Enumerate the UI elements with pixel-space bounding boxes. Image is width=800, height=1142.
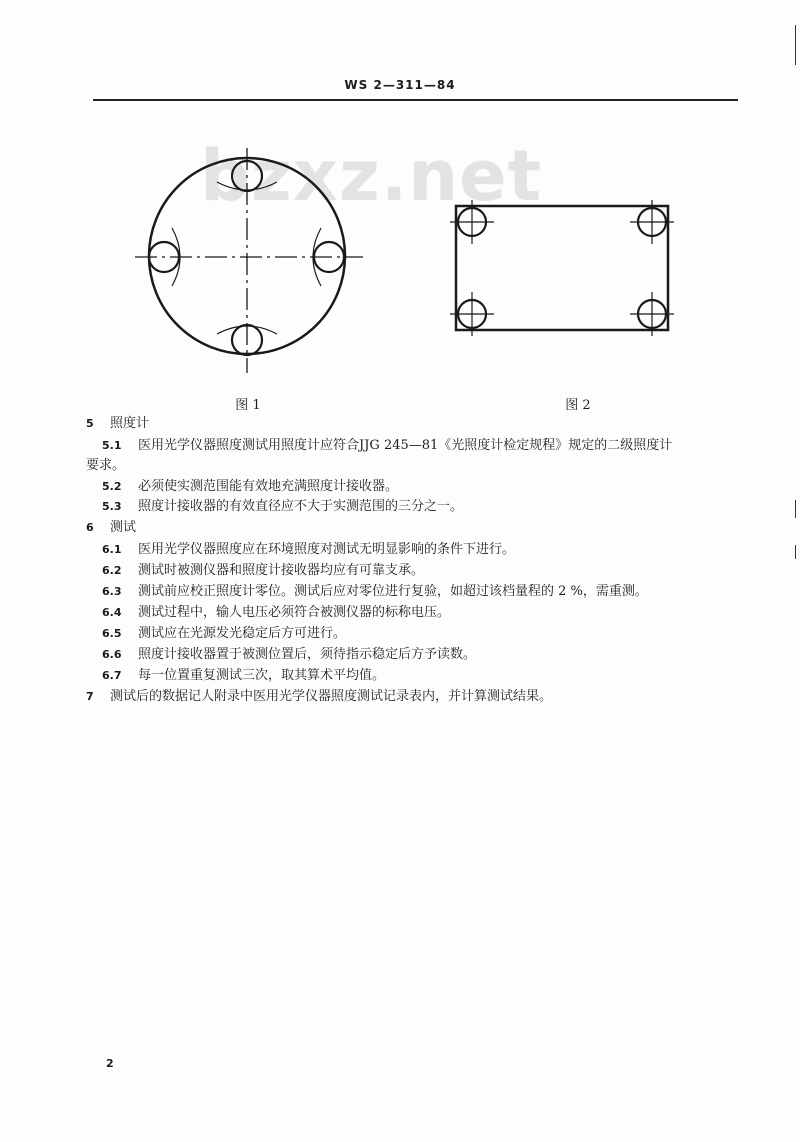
clause-number: 6.4 — [102, 606, 122, 619]
clause-text: 每一位置重复测试三次，取其算术平均值。 — [138, 668, 386, 683]
clause-number: 5.1 — [102, 439, 122, 452]
section-number: 6 — [86, 521, 94, 534]
clause-text: 医用光学仪器照度应在环境照度对测试无明显影响的条件下进行。 — [138, 542, 516, 557]
clause-text: 测试时被测仪器和照度计接收器均应有可靠支承。 — [138, 563, 425, 578]
clause-number: 5.3 — [102, 500, 122, 513]
clause-6-7 — [102, 667, 385, 685]
section-number: 7 — [86, 690, 94, 703]
clause-text: 测试过程中，输人电压必须符合被测仪器的标称电压。 — [138, 605, 451, 620]
header-rule — [93, 99, 738, 101]
clause-number: 6.5 — [102, 627, 122, 640]
figure-1-circle-diagram — [135, 148, 365, 378]
section-title: 测试 — [110, 520, 137, 535]
scan-edge-mark — [795, 545, 796, 559]
clause-text: 测试前应校正照度计零位。测试后应对零位进行复验，如超过该档量程的 2 %，需重测。 — [138, 584, 648, 599]
section-5-heading — [86, 415, 149, 433]
clause-6-3 — [102, 583, 648, 601]
clause-number: 5.2 — [102, 480, 122, 493]
figure-1-caption: 图 1 — [235, 398, 261, 413]
clause-5-1-continuation: 要求。 — [86, 458, 126, 473]
section-title: 照度计 — [110, 416, 150, 431]
clause-number: 6.7 — [102, 669, 122, 682]
figure-2-rectangle-diagram — [448, 196, 678, 346]
clause-6-2 — [102, 562, 424, 580]
section-number: 5 — [86, 417, 94, 430]
clause-6-1 — [102, 541, 515, 559]
clause-5-2 — [102, 478, 398, 496]
clause-number: 6.2 — [102, 564, 122, 577]
clause-text: 必须使实测范围能有效地充满照度计接收器。 — [138, 479, 399, 494]
section-7 — [86, 688, 552, 706]
clause-text: 照度计接收器置于被测位置后，须待指示稳定后方予读数。 — [138, 647, 477, 662]
clause-6-5 — [102, 625, 346, 643]
clause-number: 6.3 — [102, 585, 122, 598]
standard-code-header: WS 2—311—84 — [344, 78, 456, 92]
clause-5-1 — [102, 437, 672, 455]
clause-number: 6.1 — [102, 543, 122, 556]
clause-6-6 — [102, 646, 476, 664]
section-6-heading — [86, 519, 136, 537]
section-text: 测试后的数据记人附录中医用光学仪器照度测试记录表内，并计算测试结果。 — [110, 689, 553, 704]
clause-text: 医用光学仪器照度测试用照度计应符合JJG 245—81《光照度计检定规程》规定的二级照度计 — [138, 438, 673, 453]
clause-text: 测试应在光源发光稳定后方可进行。 — [138, 626, 347, 641]
clause-number: 6.6 — [102, 648, 122, 661]
scan-edge-mark — [795, 25, 796, 65]
clause-6-4 — [102, 604, 450, 622]
page-number: 2 — [106, 1057, 114, 1070]
clause-5-3 — [102, 498, 463, 516]
watermark: bzxz.net — [200, 135, 543, 217]
figure-2-caption: 图 2 — [565, 398, 591, 413]
clause-text: 照度计接收器的有效直径应不大于实测范围的三分之一。 — [138, 499, 464, 514]
scan-edge-mark — [795, 500, 796, 518]
